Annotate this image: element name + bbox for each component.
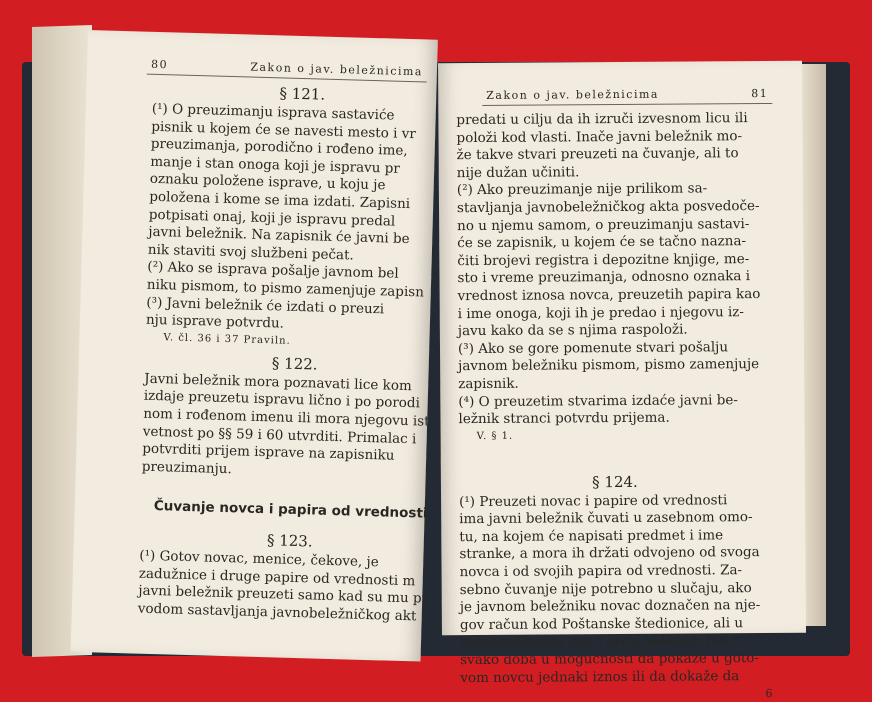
section-122-line: nom i rođenom imenu ili mora njegovu ist xyxy=(143,405,430,430)
section-123-line: vodom sastavljanja javnobeležničkog akt xyxy=(137,600,417,625)
section-124-line: (¹) Preuzeti novac i papire od vrednosti xyxy=(459,491,728,510)
continuation-line: sto i vreme preuzimanja, odnosno oznaka i xyxy=(457,268,751,287)
section-121-line: javni beležnik. Na zapisnik će javni be xyxy=(148,223,410,248)
continuation-line: položi kod vlasti. Inače javni beležnik mo- xyxy=(456,127,743,146)
continuation-line: javnom beležniku pismom, pismo zamenjuje xyxy=(458,356,760,375)
continuation-line: predati u cilju da ih izruči izvesnom licu ili xyxy=(456,110,748,129)
section-124-heading: § 124. xyxy=(592,472,638,491)
section-122-line: potvrditi prijem isprave na zapisniku xyxy=(142,440,395,464)
section-124-line: stranke, a mora ih držati odvojeno od svoga xyxy=(459,544,760,563)
section-124-line: je javnom beležniku novac doznačen na nje- xyxy=(459,597,761,616)
continuation-line: no u njemu samom, o preuzimanju sastavi- xyxy=(457,215,750,234)
section-124-line: novca i od svojih papira od vrednosti. Za- xyxy=(459,562,743,581)
left-running-title: Zakon o jav. beležnicima xyxy=(250,60,424,79)
continuation-line: i ime onoga, koji ih je predao i njegovu iz- xyxy=(457,303,744,322)
continuation-line: (³) Ako se gore pomenute stvari pošalju xyxy=(457,338,729,357)
section-122-line: vetnost po §§ 59 i 60 utvrditi. Primalac i xyxy=(142,423,417,447)
section-121-line: manje i stan onoga koji je ispravu pr xyxy=(150,153,401,177)
section-121-line: nik staviti svoj službeni pečat. xyxy=(147,241,355,264)
right-running-header xyxy=(482,87,772,106)
continuation-line: čiti brojevi registra i depozitne knjige, me- xyxy=(457,250,750,269)
section-121-line: oznaku položene isprave, u koju je xyxy=(149,171,386,194)
continuation-line: nije dužan učiniti. xyxy=(456,164,580,181)
signature-mark: 6 xyxy=(765,687,773,701)
continuation-line: će se zapisnik, u kojem će se tačno nazna- xyxy=(457,233,747,252)
right-running-title: Zakon o jav. beležnicima xyxy=(486,87,659,102)
section-124-line: gov račun kod Poštanske štedionice, ali u xyxy=(459,615,744,633)
continuation-line: zapisnik. xyxy=(458,375,519,393)
right-page-body xyxy=(438,110,806,702)
continuation-line: ležnik stranci potvrdu prijema. xyxy=(458,409,670,428)
section-121-line: preuzimanja, porodično i rođeno ime, xyxy=(150,135,408,160)
continuation-line: (⁴) O preuzetim stvarima izdaće javni be- xyxy=(458,391,738,410)
section-124-line: tu, na kojem će napisati predmet i ime xyxy=(459,527,724,546)
section-121-line: potpisati onaj, koji je ispravu predal xyxy=(148,206,396,230)
chapter-subheading: Čuvanje novca i papira od vrednosti xyxy=(153,498,428,522)
continuation-line: vrednost iznosa novca, preuzetih papira kao xyxy=(457,285,761,305)
section-121-reference: V. čl. 36 i 37 Praviln. xyxy=(163,331,291,347)
right-page xyxy=(438,61,806,701)
section-121-line: niku pismom, to pismo zamenjuje zapisn xyxy=(146,276,425,301)
right-reference: V. § 1. xyxy=(476,430,514,442)
section-122-line: Javni beležnik mora poznavati lice kom xyxy=(144,370,412,394)
continuation-line: stavljanja javnobeležničkog akta posvedoče- xyxy=(456,198,760,217)
section-121-line: položena i kome se ima izdati. Zapisni xyxy=(149,188,411,213)
left-page-number: 80 xyxy=(150,57,169,72)
left-page xyxy=(71,30,438,662)
section-124-line: takvom slučaju mora javni beležnik biti u xyxy=(459,632,742,651)
section-124-line: svako doba u mogućnosti da pokaže u goto- xyxy=(460,650,760,669)
section-124-line: vom novcu jednaki iznos ili da dokaže da xyxy=(460,667,740,686)
section-121-line: (²) Ako se isprava pošalje javnom bel xyxy=(147,259,399,283)
right-page-number: 81 xyxy=(751,86,769,101)
left-page-body xyxy=(72,79,453,627)
section-123-heading: § 123. xyxy=(266,531,313,551)
section-123-line: zadužnice i druge papire od vrednosti m xyxy=(138,565,416,590)
section-124-line: ima javni beležnik čuvati u zasebnom omo- xyxy=(459,509,753,528)
continuation-line: (²) Ako preuzimanje nije prilikom sa- xyxy=(456,180,708,199)
section-121-heading: § 121. xyxy=(279,84,326,104)
section-122-line: preuzimanju. xyxy=(141,458,232,477)
section-123-line: (¹) Gotov novac, menice, čekove, je xyxy=(139,547,379,571)
section-121-line: (³) Javni beležnik će izdati o preuzi xyxy=(146,294,385,317)
left-running-header xyxy=(147,58,427,83)
section-122-heading: § 122. xyxy=(271,353,318,374)
section-124-line: sebno čuvanje nije potrebno u slučaju, ako xyxy=(459,579,752,598)
continuation-line: že takve stvari preuzeti na čuvanje, ali to xyxy=(456,145,739,164)
section-122-line: izdaje preuzetu ispravu lično i po porodi xyxy=(143,388,421,412)
section-121-line: pisnik u kojem će se navesti mesto i vr xyxy=(151,118,417,142)
section-121-line: nju isprave potvrdu. xyxy=(145,311,285,332)
section-123-line: javni beležnik preuzeti samo kad su mu pr xyxy=(138,583,429,608)
continuation-line: javu kako da se s njima raspoloži. xyxy=(457,321,688,340)
section-121-line: (¹) O preuzimanju isprava sastaviće xyxy=(151,100,395,124)
